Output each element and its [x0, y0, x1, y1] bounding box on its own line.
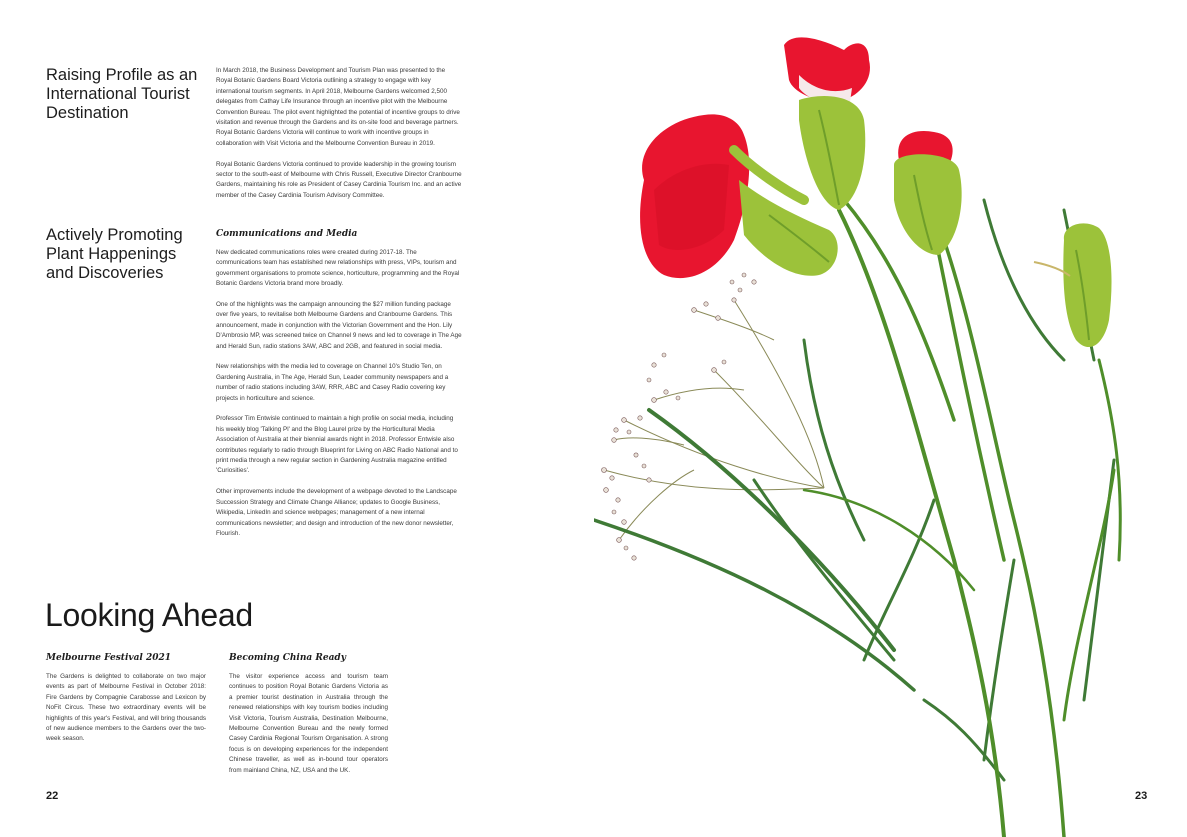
paragraph: Other improvements include the development of a webpage devoted to the Landscape Succession Strategy and Climate Change Alliance; updates to Google Business, Wikipedia, LinkedIn and science webpages; management of a new internal communications newsletter; and design and introduction of the new donor newsletter, Flourish. [216, 488, 457, 537]
communications-subheading: Communications and Media [216, 229, 358, 239]
babys-breath-flowers [602, 273, 757, 560]
china-ready-subheading: Becoming China Ready [229, 653, 346, 663]
right-page [594, 0, 1187, 837]
melbourne-festival-text: The Gardens is delighted to collaborate on two major events as part of Melbourne Festival in October 2018: Fire Gardens by Compagnie Carabosse and Lexicon by NoFit Circus. These two extraordinary events will be highlights of this year's Festival, and will bring thousands of new audience members to the Gardens over the two-week season. [46, 673, 206, 743]
paragraph: Royal Botanic Gardens Victoria continued to provide leadership in the growing tourism sector to the south-east of Melbourne with Chris Russell, Executive Director Cranbourne Gardens, maintaining his role as President of Casey Cardinia Tourism Inc. and an active member of the Casey Cardinia Tourism Advisory Committee. [216, 160, 462, 199]
looking-ahead-title: Looking Ahead [45, 597, 253, 633]
page-number-left: 22 [46, 790, 59, 802]
carnation-bloom-small [784, 37, 870, 210]
china-ready-column [229, 652, 388, 776]
paragraph: Professor Tim Entwisle continued to maintain a high profile on social media, including his weekly blog 'Talking Pl' and the Blog Laurel prize by the Horticultural Media Association of Australia at their biennial awards night in 2018. Professor Entwisle also contributes regularly to radio through Blueprint for Living on ABC Radio National and to print media through a new regular section in Gardening Australia magazine entitled 'Curiosities'. [216, 415, 458, 475]
paragraph: New dedicated communications roles were created during 2017-18. The communications team has established new relationships with press, VIPs, tourism and government organisations to promote science, horticulture, programming and the Royal Botanic Gardens Victoria brand more broadly. [216, 249, 460, 288]
carnation-illustration [594, 0, 1187, 837]
page-number-right: 23 [1135, 790, 1148, 802]
paragraph: In March 2018, the Business Development and Tourism Plan was presented to the Royal Botanic Gardens Board Victoria outlining a strategy to engage with key international tourism segments. In April 2018, Melbourne Gardens welcomed 2,500 delegates from Cathay Life Insurance through an incentive pilot with the Melbourne Convention Bureau. The pilot event highlighted the potential of incentive groups to drive visitation and revenue through the Gardens and its on-site food and beverage partners. Royal Botanic Gardens Victoria will continue to work with incentive groups in collaboration with Visit Victoria and the Melbourne Convention Bureau in 2019. [216, 67, 460, 147]
carnation-leaves [594, 200, 1114, 780]
carnation-bud-green [1034, 223, 1112, 347]
communications-body [216, 228, 462, 550]
babys-breath-sprigs [604, 300, 824, 540]
paragraph: One of the highlights was the campaign announcing the $27 million funding package over five years, to revitalise both Melbourne Gardens and Cranbourne Gardens. This announcement, made in conjunction with the Victorian Government and the Hon. Lily D'Ambrosio MP, was screened twice on Channel 9 news and led to coverage in The Age and Herald Sun, radio stations 3AW, ABC and 2GB, and featured in social media. [216, 301, 462, 350]
raising-profile-heading: Raising Profile as an International Tourist Destination [46, 66, 198, 122]
paragraph: New relationships with the media led to coverage on Channel 10's Studio Ten, on Gardening Australia, in The Age, Herald Sun, Leader community newspapers and a number of radio stations including 3AW, RRR, ABC and Casey Radio covering key projects in horticulture and science. [216, 363, 449, 402]
carnation-bud-red [894, 131, 962, 255]
raising-profile-body [216, 66, 462, 212]
china-ready-text: The visitor experience access and tourism team continues to position Royal Botanic Gardens Victoria as a premier tourist destination in Australia through the renewed relationships with key tourism bodies including Visit Victoria, Tourism Australia, Destination Melbourne, Melbourne Convention Bureau and the newly formed Casey Cardinia Regional Tourism Organisation. A strong focus is on developing experiences for the independent Chinese traveller, as well as in-bound tour operators from mainland China, NZ, USA and the UK. [229, 673, 388, 774]
actively-promoting-heading: Actively Promoting Plant Happenings and Discoveries [46, 226, 183, 282]
melbourne-festival-column [46, 652, 206, 745]
melbourne-festival-subheading: Melbourne Festival 2021 [46, 653, 172, 663]
